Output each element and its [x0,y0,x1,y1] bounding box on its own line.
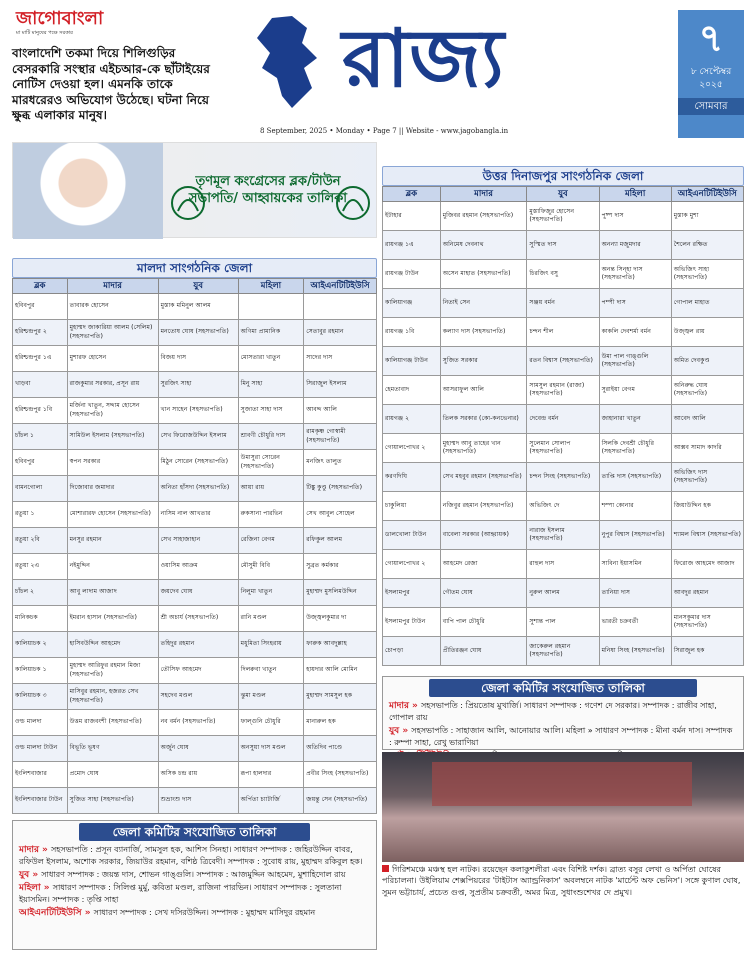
table-cell: গৌতম ঘোষ [440,579,527,608]
table-row [383,608,744,637]
table-cell: ওল্ড মালদা টাউন [13,736,68,762]
table-cell: সাবিনা ইয়াসমিন [599,550,671,579]
table-row [13,476,377,502]
table-cell: মনসুর রহমান [67,528,158,554]
table-cell: মানারুল হক [304,710,377,736]
table-cell: জয়দেব ঘোষ [158,580,238,606]
table-row [383,405,744,434]
table-cell: অমিত দেবকুণ্ড [671,347,743,376]
table-cell: শ্রাবণী চৌধুরি দাস [238,424,304,450]
table-cell: কালিয়াচক ১ [13,658,68,684]
table-cell: মানসকুমার দাস (সহসভাপতি) [671,608,743,637]
table-cell: ঝুমা মণ্ডল [238,684,304,710]
uttar-dinajpur-section [382,166,744,666]
table-cell: হরিশ্চন্দ্রপুর ১এ [13,346,68,372]
table-cell [238,294,304,320]
table-cell: অনিতা হাঁসদা (সহসভাপতি) [158,476,238,502]
table-cell: সামিউল ইসলাম (সহসভাপতি) [67,424,158,450]
bullet-icon [382,865,389,872]
table-cell: অসেন মাহাত (সহসভাপতি) [440,260,527,289]
table-cell: পুষ্প দাস [599,202,671,231]
table-cell: বিজয় দাস [158,346,238,372]
table-row [13,398,377,424]
table-cell: সুজাতা সাহা দাস [238,398,304,424]
table-cell: সঞ্জয় বর্মন [527,289,599,318]
table-cell: সুব্রত কর্মকার [304,554,377,580]
table-cell: হবিবপুর [13,294,68,320]
teaser-story: বাংলাদেশি তকমা দিয়ে শিলিগুড়ির বেসরকারি সংস্থার এইচআর-কে ছাঁটাইয়ের নোটিস দেওয়া হল। এমনকি তাকে মারধরেরও অভিযোগ উঠেছে। ঘটনা নিয়ে ক্ষুব্ধ এলাকার মানুষ। [12,46,210,122]
table-cell: তিলক সরকার (কো-কনভেনার) [440,405,527,434]
masthead [232,8,662,126]
committee-text: সাধারণ সম্পাদক : সিলিপ্ত মুর্মু, কবিতা মণ্ডল, রাজিনা পারভিন। সাধারণ সম্পাদক : সুলতানা ইয়াসমিন। সম্পাদক : তৃপ্তি সাহা [19,883,342,904]
table-cell: অসিক চন্দ্র রায় [158,762,238,788]
table-cell: অর্জুন ঘোষ [158,736,238,762]
table-cell: সুশান্ত পাল [527,608,599,637]
committee-line [19,869,370,881]
table-cell: অনিরুদ্ধ ঘোষ (সহসভাপতি) [671,376,743,405]
table-row [383,202,744,231]
table-cell: উমা পাল গাঙ্গুলি (সহসভাপতি) [599,347,671,376]
table-row [13,762,377,788]
table-cell [304,294,377,320]
table-cell: নাসিম নাল আখতার [158,502,238,528]
table-cell: নইমুদ্দিন [67,554,158,580]
table-cell: রানি মণ্ডল [238,606,304,632]
table-cell: পম্পী দাস [599,289,671,318]
table-cell: নিলুমা খাতুন [238,580,304,606]
table-cell: রতুয়া ২বি [13,528,68,554]
table-cell: সামসুল রহমান (রাজা) (সহসভাপতি) [527,376,599,405]
malda-section [12,258,377,814]
table-row [383,463,744,492]
committee-line [389,700,737,724]
committee-text: সাধারণ সম্পাদক : সেখ দসিরউদ্দিন। সম্পাদক : মুহাম্মদ মাসিদুর রহমান [93,908,316,917]
table-cell: জাহানারা খাতুন [599,405,671,434]
table-cell: টিঙ্কু কুণ্ডু (সহসভাপতি) [304,476,377,502]
table-cell: বাপি পাল চৌধুরি [440,608,527,637]
table-cell: রাজকুমার সরকার, প্রসূন রায় [67,372,158,398]
table-cell: চোপড়া [383,637,441,666]
column-header: মহিলা [238,279,304,294]
committee-role: মহিলা » [19,883,53,893]
table-row [383,289,744,318]
table-row [383,318,744,347]
table-cell: বামনগোলা [13,476,68,502]
table-cell: সেখ সাহাজাহান [158,528,238,554]
table-cell: রতন বিশ্বাস (সহসভাপতি) [527,347,599,376]
malda-title: মালদা সাংগঠনিক জেলা [12,258,377,278]
table-cell: উত্তম রাজবংশী (সহসভাপতি) [67,710,158,736]
table-cell: সিরাজুল ইসলাম [304,372,377,398]
table-cell: মুহাম্মদ সামসুল হক [304,684,377,710]
table-cell: আক্সব সামাদ কাদরি [671,434,743,463]
table-row [13,450,377,476]
table-cell: হেমতাবাদ [383,376,441,405]
table-cell: সুরজিৎ সাহা [158,372,238,398]
table-cell: গোয়ালপোখর ২ [383,550,441,579]
table-cell: অর্পিতা চ্যাটার্জি [238,788,304,814]
table-cell: মুস্তাক মুশা [671,202,743,231]
table-cell: অণিমা প্রামানিক [238,320,304,346]
caption-text: গিরিশমঞ্চে মঞ্চস্থ হল নাটক। রয়েছেন কলাকুশলীরা এবং বিশিষ্ট দর্শক। ব্রাত্য বসুর লেখা ও অর্পিতা ঘোষের পরিচালনা। উইলিয়াম শেক্সপিয়রের 'টাইটাস অ্যান্ড্রনিকাস' অবলম্বনে নাটক 'মার্চেন্ট অফ ভেনিস'। সঙ্গে কুণাল ঘোষ, সুমন ভট্টাচার্য, প্রচেত গুপ্ত, সুপ্রতীম চক্রবর্তী, অমর মিত্র, সুধাংশুশেখর দে প্রমুখ। [382,865,741,897]
table-cell: অনন্যা মজুমদার [599,231,671,260]
committee-role: আইএনটিটিইউসি » [19,908,94,918]
table-cell: নিতাই সেন [440,289,527,318]
table-cell: সেখ আবুল সোহেল [304,502,377,528]
table-cell: শৈলেন রক্ষিত [671,231,743,260]
column-header: ব্লক [383,187,441,202]
table-cell: মনজিৎ তালুত [304,450,377,476]
table-cell: ফারুক আবদুল্লাহ [304,632,377,658]
theatre-photo [382,752,744,862]
table-cell: চিরজিৎ বসু [527,260,599,289]
table-row [383,550,744,579]
page-day: সোমবার [678,98,744,115]
column-header: মাদার [67,279,158,294]
table-row [383,521,744,550]
table-cell: ইটাহার [383,202,441,231]
column-header: যুব [158,279,238,294]
table-cell: করণদিঘি [383,463,441,492]
table-cell: চাঁচল ২ [13,580,68,606]
table-cell: কাকলি দেবশর্মা বর্মন [599,318,671,347]
table-cell: মুহাম্মদ আরিফুর রহমান মিজা (সহসভাপতি) [67,658,158,684]
publication-logo [16,8,136,42]
table-cell: চাঁচল ১ [13,424,68,450]
masthead-title: রাজ্য [342,11,504,105]
table-cell: তানিয়া দাস [599,579,671,608]
table-cell: অনসুয়া দাস মণ্ডল [238,736,304,762]
table-row [13,320,377,346]
table-cell: সাদের দাস [304,346,377,372]
table-cell: রায়গঞ্জ ১এ [383,231,441,260]
logo-tagline: মা মাটি মানুষের পক্ষে সরকার [16,30,73,36]
committee-role: মাদার » [389,701,421,711]
table-row [383,579,744,608]
table-row [13,658,377,684]
table-cell: ওল্ড মালদা [13,710,68,736]
committee-role: যুব » [389,726,412,736]
table-cell: মিঠুন সোরেন (সহসভাপতি) [158,450,238,476]
table-cell: রায়গঞ্জ টাউন [383,260,441,289]
uttar-title: উত্তর দিনাজপুর সাংগঠনিক জেলা [382,166,744,186]
column-header: আইএনটিটিইউসি [304,279,377,294]
table-cell: আবদুর রহমান [671,579,743,608]
table-cell: শম্পা কোনার [599,492,671,521]
table-cell: উজ্জ্বলকুমার দা [304,606,377,632]
table-cell: অভিজিৎ দে [527,492,599,521]
committee-text: সহসভাপতি : প্রসূন ব্যানার্জি, সামসুল হক, আশিস সিনহা। সাধারণ সম্পাদক : জহিরউদ্দিন বাবর, রফিউল ইসলাম, অশোক সরকার, জিয়াউর রহমান, বশিষ্ঠ ত্রিবেদী। সম্পাদক : সুবোধ রায়, মুহাম্মদ রকিবুল হক। [19,845,363,866]
table-cell: চাকুলিয়া [383,492,441,521]
table-cell: সুজিত সাহা (সহসভাপতি) [67,788,158,814]
table-cell: উজ্জ্বল রায় [671,318,743,347]
table-cell: অনিমেষ দেবনাথ [440,231,527,260]
table-row [13,424,377,450]
table-cell: মিনু সাহা [238,372,304,398]
table-cell: কালিয়াগঞ্জ টাউন [383,347,441,376]
table-cell: সুরাইয়া বেগম [599,376,671,405]
table-row [13,606,377,632]
table-cell: তহিদুর রহমান [158,632,238,658]
table-cell: ভারতী চক্রবর্তী [599,608,671,637]
page-number: ৭ [698,16,724,60]
table-cell: ফিরোজ আহমেদ আজাদ [671,550,743,579]
table-cell: হাসিবউদ্দিন আহমেদ [67,632,158,658]
table-cell: মধুমিতা সিংহরায় [238,632,304,658]
table-cell: সেখ মহবুব রহমান (সহসভাপতি) [440,463,527,492]
table-cell: তাপ্তি দাস (সহসভাপতি) [599,463,671,492]
table-row [13,788,377,814]
table-cell: হায়দার আলি মোমিন [304,658,377,684]
table-cell: হরিশ্চন্দ্রপুর ১বি [13,398,68,424]
table-row [383,637,744,666]
table-cell: ইমরান হাসান (সহসভাপতি) [67,606,158,632]
table-cell: দিজোবার জমাদার [67,476,158,502]
table-row [13,294,377,320]
table-cell: জিয়াউদ্দিন হক [671,492,743,521]
logo-name: জাগোবাংলা [16,8,104,29]
table-cell: ইংলিশবাজার [13,762,68,788]
page-date: ৮ সেপ্টেম্বর ২০২৫ [690,67,732,90]
table-cell: মনতোষ ঘোষ (সহসভাপতি) [158,320,238,346]
table-cell: হরিশ্চন্দ্রপুর ২ [13,320,68,346]
table-row [383,231,744,260]
table-row [13,346,377,372]
table-row [383,434,744,463]
table-cell: সেখ ফিরোজউদ্দিন ইসলাম [158,424,238,450]
table-cell: দেবেন্দ্র বর্মন [527,405,599,434]
table-cell: ইসলামপুর টাউন [383,608,441,637]
table-row [13,502,377,528]
column-header: ব্লক [13,279,68,294]
table-cell: মর্জিনা খাতুন, সদ্দাম হোসেন (সহসভাপতি) [67,398,158,424]
table-cell: ইসলামপুর [383,579,441,608]
table-cell: কল্যাণ দাস (সহসভাপতি) [440,318,527,347]
uttar-table [382,186,744,666]
table-cell: কালিয়াগঞ্জ [383,289,441,318]
table-cell: রায়গঞ্জ ১বি [383,318,441,347]
table-cell: শ্রী অচার্য (সহসভাপতি) [158,606,238,632]
committee-role: যুব » [19,870,42,880]
table-cell: মুহাম্মদ মুসলিমউদ্দিন [304,580,377,606]
table-cell: খাড়বা [13,372,68,398]
table-cell: নব বর্মন (সহসভাপতি) [158,710,238,736]
photo-caption [382,864,744,898]
table-row [13,372,377,398]
column-header: মাদার [440,187,527,202]
table-cell: অনন্ত সিন্‌হা দাস (সহসভাপতি) [599,260,671,289]
table-cell: প্রমোদ ঘোষ [67,762,158,788]
table-cell: অভিজিৎ সাহা (সহসভাপতি) [671,260,743,289]
table-cell: খান সাহেন (সহসভাপতি) [158,398,238,424]
malda-table [12,278,377,814]
table-cell: মুশারফ হোসেন [67,346,158,372]
committee-line [19,882,370,906]
committee-line [389,725,737,749]
table-cell: রতুয়া ২এ [13,554,68,580]
table-cell: গোপাল মাহাত [671,289,743,318]
table-row [383,347,744,376]
table-cell: মুজিবর রহমান (সহসভাপতি) [440,202,527,231]
stage-image [432,762,692,806]
table-cell: দিলরুবা খাতুন [238,658,304,684]
table-cell: হবিবপুর [13,450,68,476]
committee-line [19,907,370,919]
table-cell: জয়ন্তু সেন (সহসভাপতি) [304,788,377,814]
table-row [13,632,377,658]
table-row [383,492,744,521]
table-cell: তৌসিফ আহমেদ [158,658,238,684]
hero-banner [12,142,377,238]
column-header: মহিলা [599,187,671,202]
table-cell: সুজিত সরকার [440,347,527,376]
table-cell: রেজিনা বেগম [238,528,304,554]
table-cell: নারাজ ইসলাম (সহসভাপতি) [527,521,599,550]
table-cell: রফিকুল আলম [304,528,377,554]
committee-text: সহসভাপতি : সাহাজান আলি, আনোয়ার আলি। মহিলা » সাধারণ সম্পাদক : মীনা বর্মন দাস। সম্পাদক : রুম্পা সাহা, রেখু ভারাণিয়া [389,726,733,747]
table-row [13,580,377,606]
table-cell: মুহাম্মদ আবু তাহের খান (সহসভাপতি) [440,434,527,463]
committee-left-banner: জেলা কমিটির সংযোজিত তালিকা [79,823,310,841]
column-header: যুব [527,187,599,202]
table-cell: মুহাম্মদ জাকারিয়া আলম (সেলিম) (সহসভাপতি) [67,320,158,346]
table-cell: রূপা হালদার [238,762,304,788]
bengal-map-icon [232,8,352,118]
table-cell: রাহুল দাস [527,550,599,579]
table-row [383,260,744,289]
hero-title: তৃণমূল কংগ্রেসের ব্লক/টাউন সভাপতি/ আহ্বায়কের তালিকা [188,174,348,206]
table-row [383,376,744,405]
table-cell: মানিকচক [13,606,68,632]
committee-right-banner: জেলা কমিটির সংযোজিত তালিকা [429,679,697,697]
table-cell: বাবেলা সরকার (আহ্বায়ক) [440,521,527,550]
committee-list-right [382,676,744,750]
table-cell: অভিজিৎ দাস (সহসভাপতি) [671,463,743,492]
table-cell: মাসিবুর রহমান, হজরত সেখ (সহসভাপতি) [67,684,158,710]
table-cell: অতিদিব পাণ্ডে [304,736,377,762]
table-cell: আহমেদ রেজা [440,550,527,579]
table-cell: জাকেরুল রহমান (সহসভাপতি) [527,637,599,666]
table-cell: ইংলিশবাজার টাউন [13,788,68,814]
table-cell: রামকৃষ্ণ গোস্বামী (সহসভাপতি) [304,424,377,450]
table-cell: আবেদ আলি [671,405,743,434]
table-cell: সুলেমান সোলাপ (সহসভাপতি) [527,434,599,463]
table-cell: সেতাবুর রহমান [304,320,377,346]
table-cell: নুরুল আলম [527,579,599,608]
table-row [13,684,377,710]
table-cell: আবু লাদাম আজাদ [67,580,158,606]
table-cell: আবদ্দ আলি [304,398,377,424]
table-cell: কালিয়াচক ৩ [13,684,68,710]
table-cell: উমাসুরা সোরেন (সহসভাপতি) [238,450,304,476]
table-row [13,736,377,762]
table-cell: চন্দন সিংহ (সহসভাপতি) [527,463,599,492]
table-cell: নজিবুর রহমান (সহসভাপতি) [440,492,527,521]
table-cell: কালিয়াচক ২ [13,632,68,658]
table-cell: শ্যামল বিশ্বাস (সহসভাপতি) [671,521,743,550]
dateline: 8 September, 2025 • Monday • Page 7 || Website - www.jagobangla.in [260,127,509,135]
table-cell: রুকসানা পারভিন [238,502,304,528]
table-cell: মোশারারফ হোসেন (সহসভাপতি) [67,502,158,528]
table-row [13,528,377,554]
table-cell: ফাল্গুনি চৌধুরি [238,710,304,736]
table-cell: মুস্তাক মমিনুল আলম [158,294,238,320]
table-cell: সুস্মিত দাস [527,231,599,260]
table-cell: মুস্তাফিজুর হোসেন (সহসভাপতি) [527,202,599,231]
table-cell: স্বপন সরকার [67,450,158,476]
committee-text: সাধারণ সম্পাদক : জয়ন্ত দাস, শোভন গাঙ্গুলি। সম্পাদক : আজমুদ্দিন আহমেদ, মুশাহিদোল রায় [41,870,346,879]
table-cell: ওয়াসিম আক্রম [158,554,238,580]
table-cell: আয়া রায় [238,476,304,502]
table-cell: মনিষা সিংহ (সহসভাপতি) [599,637,671,666]
table-cell: প্রবীর সিংহ (সহসভাপতি) [304,762,377,788]
table-cell: মৌসুমী বিবি [238,554,304,580]
table-cell: ডালখোলা টাউন [383,521,441,550]
table-cell: সিলকি দেবশ্রী চৌধুরি (সহসভাপতি) [599,434,671,463]
table-cell: সিরাজুল হক [671,637,743,666]
table-cell: গোয়ালপোখর ২ [383,434,441,463]
table-cell: শুভ্রাংশু দাস [158,788,238,814]
table-cell: সহদেব মণ্ডল [158,684,238,710]
column-header: আইএনটিটিইউসি [671,187,743,202]
table-cell: নুপুর বিশ্বাস (সহসভাপতি) [599,521,671,550]
page-number-box [678,10,744,138]
leader-photo [13,143,163,239]
committee-text: সহসভাপতি : প্রিয়তোষ মুখার্জি। সাধারণ সম্পাদক : গণেশ দে সরকার। সম্পাদক : রাজীব সাহা, গোপাল রায় [389,701,717,722]
table-row [13,710,377,736]
table-cell: তাবারক হোসেন [67,294,158,320]
table-cell: রতুয়া ১ [13,502,68,528]
table-cell: বিভূতি ভূষণ [67,736,158,762]
table-cell: চন্দন শীল [527,318,599,347]
table-cell: মোসতারা খাতুন [238,346,304,372]
committee-list-left [12,820,377,950]
table-cell: প্রীতিরঞ্জন ঘোষ [440,637,527,666]
committee-role: মাদার » [19,845,51,855]
table-cell: আসরাফুল আলি [440,376,527,405]
table-row [13,554,377,580]
table-cell: রায়গঞ্জ ২ [383,405,441,434]
committee-line [19,844,370,868]
